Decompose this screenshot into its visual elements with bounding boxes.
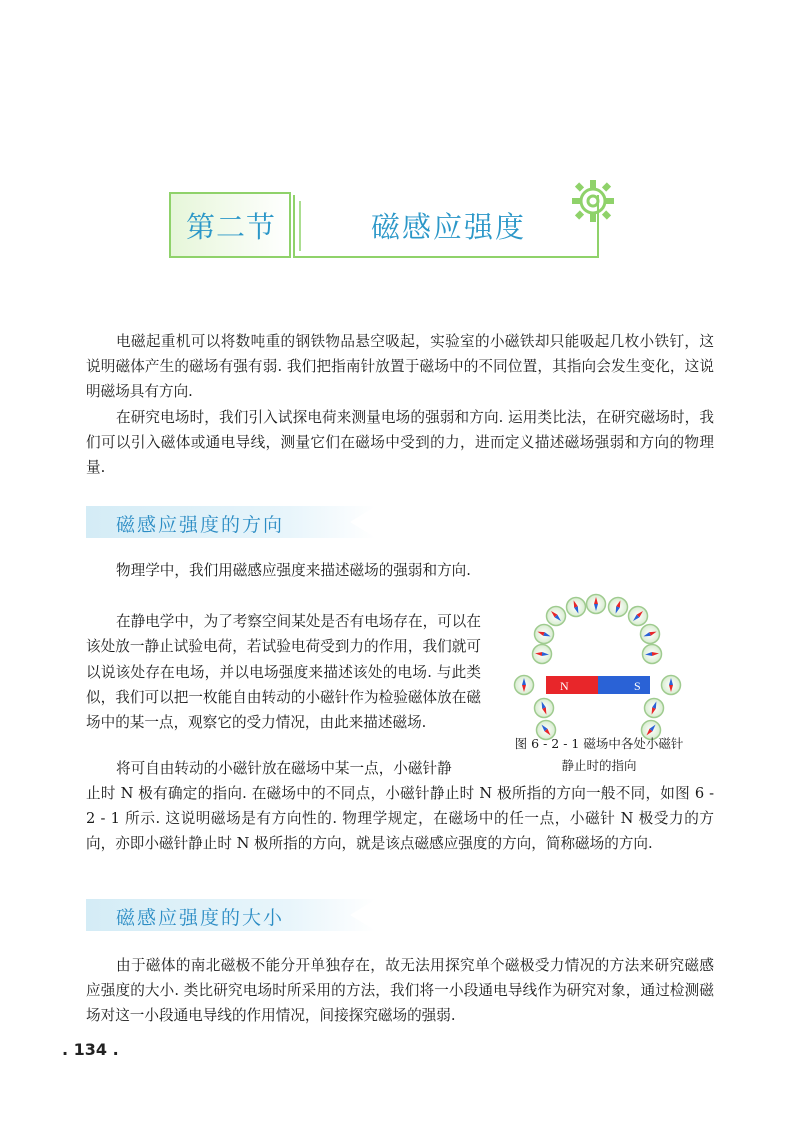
direction-paragraph-3-rest: 止时 N 极有确定的指向. 在磁场中的不同点，小磁针静止时 N 极所指的方向一般不同，如图 6 - 2 - 1 所示. 这说明磁场是有方向性的. 物理学规定，在磁场中的任一点，小磁针 N 极受力的方向，亦即小磁针静止时 N 极所指的方向，就是该点磁感应强度的方向，简称磁场的方向. <box>86 785 714 852</box>
magnet-north-pole <box>546 676 598 694</box>
compass-needle <box>643 645 662 664</box>
compass-needle <box>547 607 566 626</box>
north-label: N <box>560 679 569 693</box>
compass-needles <box>515 595 681 740</box>
figure-caption <box>494 733 704 777</box>
compass-needle <box>587 595 606 614</box>
compass-needle <box>535 625 554 644</box>
section-number: 第二节 <box>186 210 277 244</box>
magnet-south-pole <box>598 676 650 694</box>
compass-needle <box>629 607 648 626</box>
south-label: S <box>634 679 641 693</box>
heading-magnitude-text: 磁感应强度的大小 <box>116 907 285 929</box>
compass-needle <box>641 625 660 644</box>
compass-needle <box>533 645 552 664</box>
compass-needle <box>662 676 681 695</box>
compass-needle <box>645 699 664 718</box>
gear-icon <box>568 176 618 226</box>
compass-needle <box>515 676 534 695</box>
magnitude-paragraph-1: 由于磁体的南北磁极不能分开单独存在，故无法用探究单个磁极受力情况的方法来研究磁感应强度的大小. 类比研究电场时所采用的方法，我们将一小段通电导线作为研究对象，通过检测磁场对这一小段通电导线的作用情况，间接探究磁场的强弱. <box>86 957 714 1024</box>
compass-needle <box>567 598 586 617</box>
section-title-box <box>168 191 600 261</box>
compass-needle <box>609 598 628 617</box>
compass-needle <box>535 699 554 718</box>
section-title: 磁感应强度 <box>371 210 527 244</box>
direction-paragraph-1: 物理学中，我们用磁感应强度来描述磁场的强弱和方向. <box>116 562 471 579</box>
heading-magnitude <box>86 899 376 931</box>
heading-direction-text: 磁感应强度的方向 <box>116 514 285 536</box>
page-number: . 134 . <box>62 1040 119 1059</box>
bar-magnet <box>546 676 650 694</box>
figure-caption-line-2: 静止时的指向 <box>561 758 637 773</box>
heading-direction <box>86 506 376 538</box>
intro-paragraph-2: 在研究电场时，我们引入试探电荷来测量电场的强弱和方向. 运用类比法，在研究磁场时，我们可以引入磁体或通电导线，测量它们在磁场中受到的力，进而定义描述磁场强弱和方向的物理量. <box>86 409 714 476</box>
figure-caption-line-1: 图 6 - 2 - 1 磁场中各处小磁针 <box>514 736 684 751</box>
intro-paragraph-1: 电磁起重机可以将数吨重的钢铁物品悬空吸起，实验室的小磁铁却只能吸起几枚小铁钉，这说明磁体产生的磁场有强有弱. 我们把指南针放置于磁场中的不同位置，其指向会发生变化，这说明磁场具有方向. <box>86 333 714 400</box>
direction-paragraph-3-start: 将可自由转动的小磁针放在磁场中某一点，小磁针静 <box>116 760 452 777</box>
direction-paragraph-2: 在静电学中，为了考察空间某处是否有电场存在，可以在该处放一静止试验电荷，若试验电荷受到力的作用，我们就可以说该处存在电场，并以电场强度来描述该处的电场. 与此类似，我们可以把一枚能自由转动的小磁针作为检验磁体放在磁场中的某一点，观察它的受力情况，由此来描述磁场. <box>86 613 481 732</box>
